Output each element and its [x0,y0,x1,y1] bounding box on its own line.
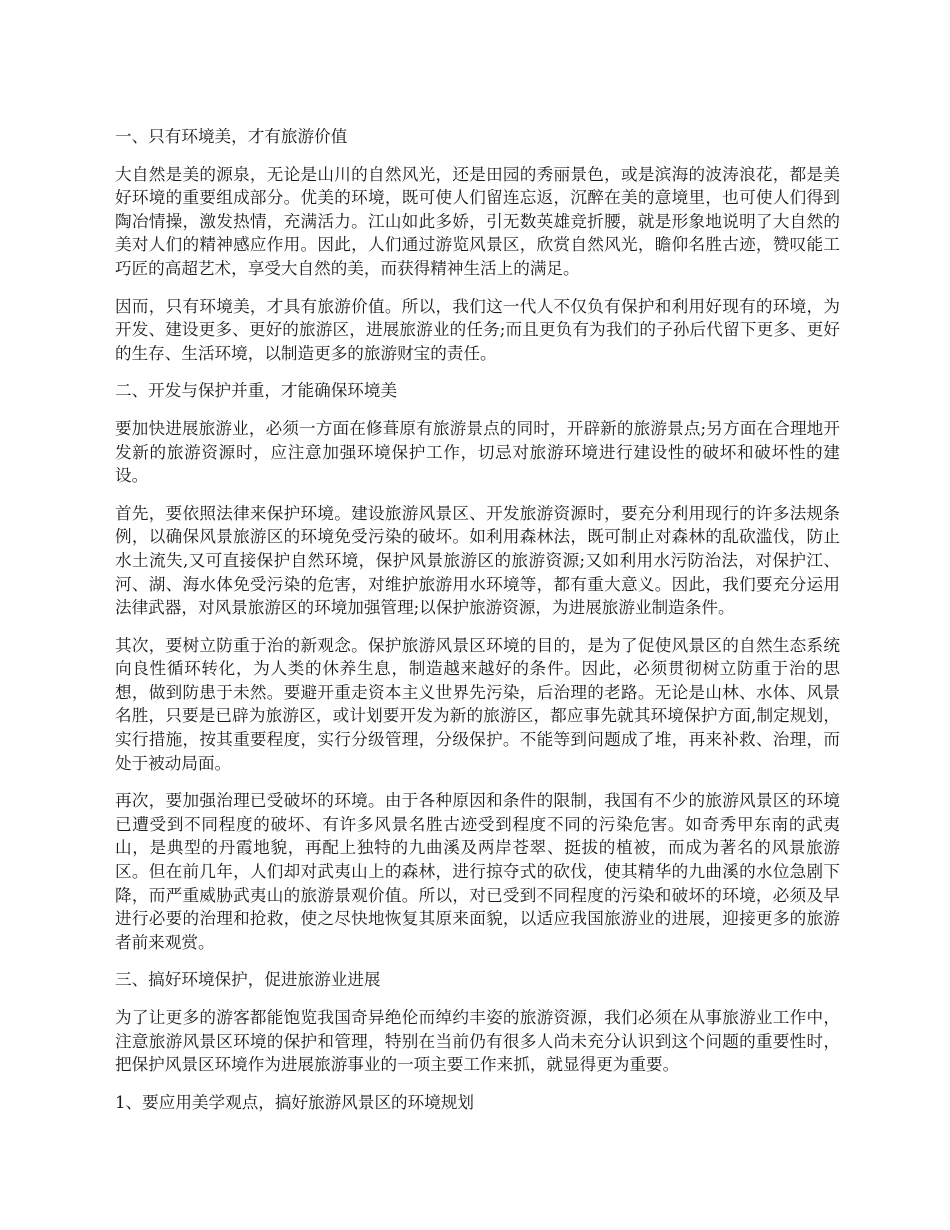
paragraph-remediation: 再次，要加强治理已受破坏的环境。由于各种原因和条件的限制，我国有不少的旅游风景区的环境已遭受到不同程度的破坏、有许多风景名胜古迹受到程度不同的污染危害。如奇秀甲东南的武夷山，是典型的丹霞地貌，再配上独特的九曲溪及两岸苍翠、挺拔的植被，而成为著名的风景旅游区。但在前几年，人们却对武夷山上的森林，进行掠夺式的砍伐，使其精华的九曲溪的水位急剧下降，而严重威胁武夷山的旅游景观价值。所以，对已受到不同程度的污染和破坏的环境，必须及早进行必要的治理和抢救，使之尽快地恢复其原来面貌，以适应我国旅游业的进展，迎接更多的旅游者前来观赏。 [115,791,840,952]
paragraph-legal-protection: 首先，要依照法律来保护环境。建设旅游风景区、开发旅游资源时，要充分利用现行的许多法规条例，以确保风景旅游区的环境免受污染的破坏。如利用森林法，既可制止对森林的乱砍滥伐，防止水土流失,又可直接保护自然环境，保护风景旅游区的旅游资源;又如利用水污防治法，对保护江、河、湖、海水体免受污染的危害，对维护旅游用水环境等，都有重大意义。因此，我们要充分运用法律武器，对风景旅游区的环境加强管理;以保护旅游资源，为进展旅游业制造条件。 [115,503,840,618]
paragraph-prevention: 其次，要树立防重于治的新观念。保护旅游风景区环境的目的，是为了促使风景区的自然生态系统向良性循环转化，为人类的休养生息，制造越来越好的条件。因此，必须贯彻树立防重于治的思想，做到防患于未然。要避开重走资本主义世界先污染，后治理的老路。无论是山林、水体、风景名胜，只要是已辟为旅游区，或计划要开发为新的旅游区，都应事先就其环境保护方面,制定规划，实行措施，按其重要程度，实行分级管理，分级保护。不能等到问题成了堆，再来补救、治理，而处于被动局面。 [115,635,840,773]
paragraph-development: 要加快进展旅游业，必须一方面在修葺原有旅游景点的同时，开辟新的旅游景点;另方面在合理地开发新的旅游资源时，应注意加强环境保护工作，切忌对旅游环境进行建设性的破坏和破坏性的建设。 [115,418,840,486]
section-heading-3: 三、搞好环境保护，促进旅游业进展 [115,970,381,990]
section-heading-2: 二、开发与保护并重，才能确保环境美 [115,381,398,401]
subsection-heading-1: 1、要应用美学观点，搞好旅游风景区的环境规划 [115,1092,475,1112]
section-heading-1: 一、只有环境美，才有旅游价值 [115,127,348,146]
paragraph-promotion: 为了让更多的游客都能饱览我国奇异绝伦而绰约丰姿的旅游资源，我们必须在从事旅游业工作中，注意旅游风景区环境的保护和管理，特别在当前仍有很多人尚未充分认识到这个问题的重要性时，把保护风景区环境作为进展旅游事业的一项主要工作来抓，就显得更为重要。 [115,1008,840,1075]
paragraph-nature-beauty: 大自然是美的源泉，无论是山川的自然风光，还是田园的秀丽景色，或是滨海的波涛浪花，都是美好环境的重要组成部分。优美的环境，既可使人们留连忘返，沉醉在美的意境里，也可使人们得到陶冶情操，激发热情，充满活力。江山如此多娇，引无数英雄竞折腰，就是形象地说明了大自然的美对人们的精神感应作用。因此，人们通过游览风景区，欣赏自然风光，瞻仰名胜古迹，赞叹能工巧匠的高超艺术，享受大自然的美，而获得精神生活上的满足。 [115,164,840,278]
document-body [115,125,840,1128]
paragraph-tourism-value: 因而，只有环境美，才具有旅游价值。所以，我们这一代人不仅负有保护和利用好现有的环境，为开发、建设更多、更好的旅游区，进展旅游业的任务;而且更负有为我们的子孙后代留下更多、更好的生存、生活环境，以制造更多的旅游财宝的责任。 [115,296,840,363]
